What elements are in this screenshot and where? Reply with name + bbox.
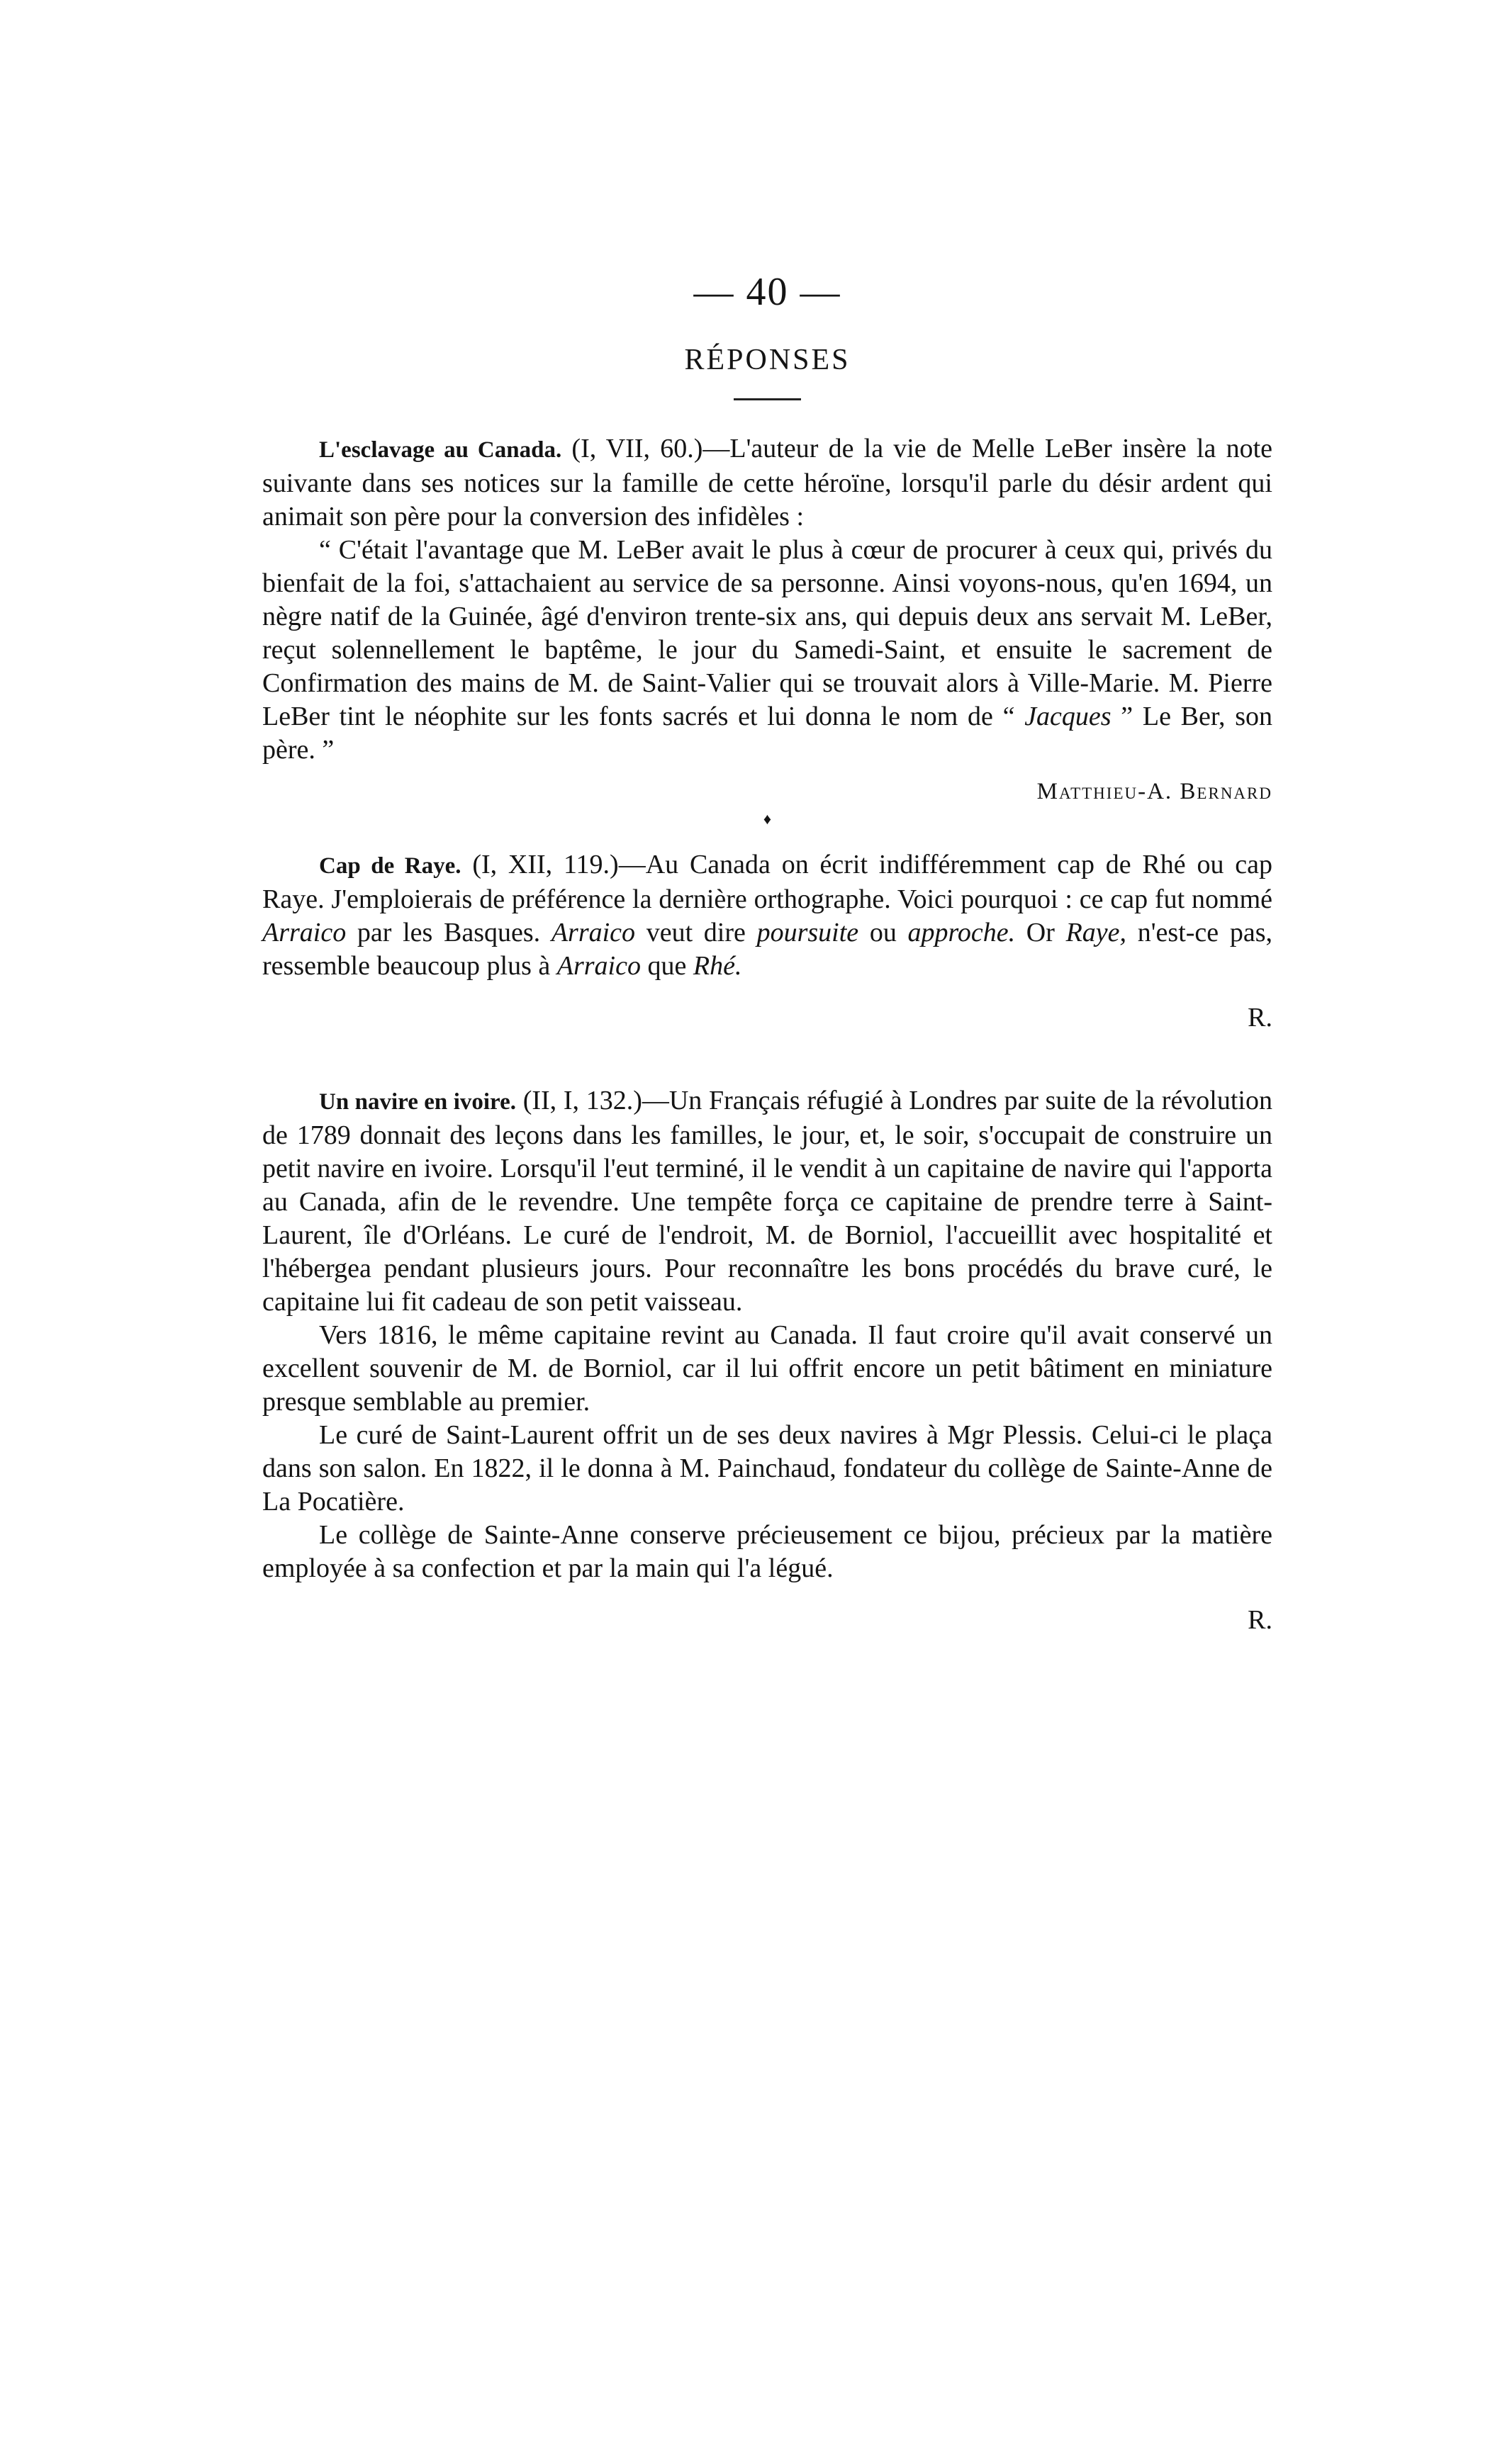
name-jacques: Jacques: [1024, 702, 1112, 731]
signature-r: R.: [1248, 1605, 1272, 1635]
entry-esclavage-quote: “ C'était l'avantage que M. LeBer avait le plus à cœur de procurer à ceux qui, privés du bienfait de la foi, s'attachaient au service de sa personne. Ainsi voyons-nous, qu'en 1694, un nègre natif de la Guinée, âgé d'environ trente-six ans, qui depuis deux ans servait M. LeBer, reçut solennellement le baptême, le jour du Samedi-Saint, et ensuite le sacrement de Confirmation des mains de M. de Saint-Valier qui se trouvait alors à Ville-Marie. M. Pierre LeBer tint le néophite sur les fonts sacrés et lui donna le nom de “ Jacques ” Le Ber, son père. ”: [262, 535, 1273, 765]
entry-esclavage: [262, 432, 1272, 809]
entry-heading: Cap de Raye.: [319, 853, 461, 879]
signature-r: R.: [1248, 1003, 1272, 1033]
entry-cap-raye-text: Cap de Raye. (I, XII, 119.)—Au Canada on écrit indifféremment cap de Rhé ou cap Raye. J'emploierais de préférence la dernière orthographe. Voici pourquoi : ce cap fut nommé Arraico par les Basques. Arraico veut dire poursuite ou approche. Or Raye, n'est-ce pas, ressemble beaucoup plus à Arraico que Rhé.: [262, 850, 1272, 981]
section-title: RÉPONSES: [684, 344, 851, 376]
entry-text: (I, VII, 60.)—L'auteur de la vie de Melle LeBer insère la note suivante dans ses notices sur la famille de cette héroïne, lorsqu'il parle du désir ardent qui animait son père pour la conversion des infidèles :: [262, 434, 1272, 531]
spacer: [262, 1035, 1272, 1084]
entry-heading: L'esclavage au Canada.: [319, 437, 562, 463]
entry-esclavage-intro: [262, 432, 1272, 534]
page: [262, 269, 1272, 1637]
entry-heading: Un navire en ivoire.: [319, 1089, 517, 1115]
entry-navire-p4: Le collège de Sainte-Anne conserve précieusement ce bijou, précieux par la matière employée à sa confection et par la main qui l'a légué.: [262, 1520, 1272, 1583]
title-rule: [734, 398, 801, 400]
separator-ornament: ♦: [763, 810, 772, 828]
entry-navire-ivoire: [262, 1084, 1272, 1637]
entry-navire-p2: Vers 1816, le même capitaine revint au Canada. Il faut croire qu'il avait conservé un excellent souvenir de M. de Borniol, car il lui offrit encore un petit bâtiment en miniature presque semblable au premier.: [262, 1320, 1272, 1417]
entry-navire-p3: Le curé de Saint-Laurent offrit un de ses deux navires à Mgr Plessis. Celui-ci le plaça dans son salon. En 1822, il le donna à M. Painchaud, fondateur du collège de Sainte-Anne de La Pocatière.: [262, 1420, 1272, 1517]
signature-bernard: Matthieu-A. Bernard: [1036, 779, 1272, 804]
entry-navire-p1: Un navire en ivoire. (II, I, 132.)—Un Français réfugié à Londres par suite de la révolution de 1789 donnait des leçons dans les familles, le jour, et, le soir, s'occupait de construire un petit navire en ivoire. Lorsqu'il l'eut terminé, il le vendit à un capitaine de navire qui l'apporta au Canada, afin de le revendre. Une tempête força ce capitaine de prendre terre à Saint-Laurent, île d'Orléans. Le curé de l'endroit, M. de Borniol, l'accueillit avec hospitalité et l'hébergea pendant plusieurs jours. Pour reconnaître les bons procédés du brave curé, le capitaine lui fit cadeau de son petit vaisseau.: [262, 1086, 1272, 1317]
page-number: — 40 —: [693, 270, 841, 314]
entry-cap-raye: [262, 848, 1272, 1035]
